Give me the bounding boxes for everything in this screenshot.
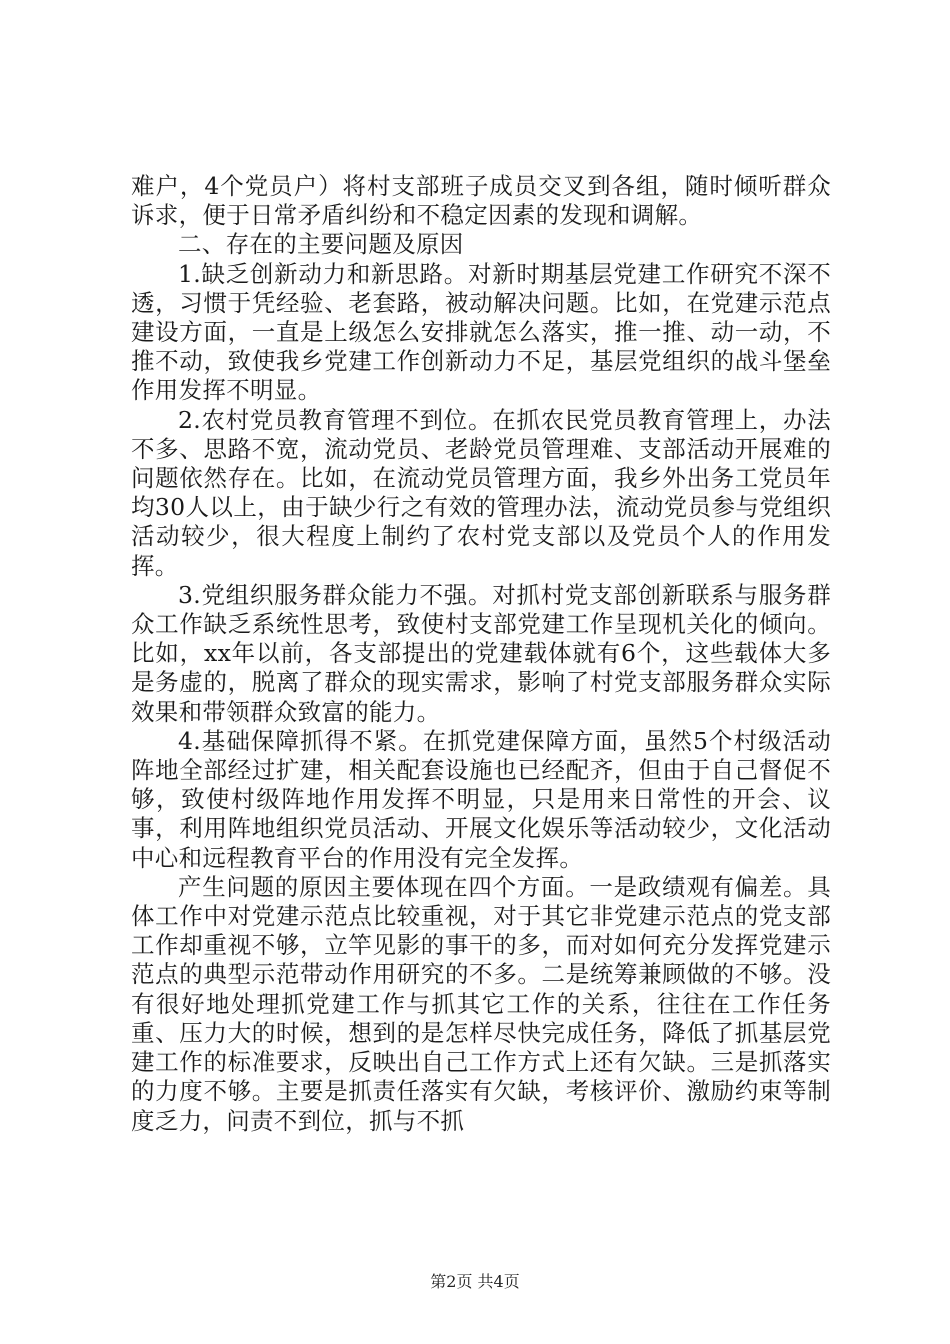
paragraph-issue-1: 1.缺乏创新动力和新思路。对新时期基层党建工作研究不深不透，习惯于凭经验、老套路，被动解决问题。比如，在党建示范点建设方面，一直是上级怎么安排就怎么落实，推一推、动一动，不推不动，致使我乡党建工作创新动力不足，基层党组织的战斗堡垒作用发挥不明显。: [131, 259, 831, 405]
page-footer: 第2页 共4页: [430, 1272, 520, 1291]
paragraph-continuation: 难户，4个党员户）将村支部班子成员交叉到各组，随时倾听群众诉求，便于日常矛盾纠纷和不稳定因素的发现和调解。: [131, 172, 831, 230]
section-heading: 二、存在的主要问题及原因: [178, 230, 464, 259]
document-body: [131, 172, 831, 1136]
paragraph-issue-3: 3.党组织服务群众能力不强。对抓村党支部创新联系与服务群众工作缺乏系统性思考，致使村支部党建工作呈现机关化的倾向。比如，xx年以前，各支部提出的党建载体就有6个，这些载体大多是务虚的，脱离了群众的现实需求，影响了村党支部服务群众实际效果和带领群众致富的能力。: [131, 580, 831, 726]
paragraph-causes: 产生问题的原因主要体现在四个方面。一是政绩观有偏差。具体工作中对党建示范点比较重视，对于其它非党建示范点的党支部工作却重视不够，立竿见影的事干的多，而对如何充分发挥党建示范点的典型示范带动作用研究的不多。二是统筹兼顾做的不够。没有很好地处理抓党建工作与抓其它工作的关系，往往在工作任务重、压力大的时候，想到的是怎样尽快完成任务，降低了抓基层党建工作的标准要求，反映出自己工作方式上还有欠缺。三是抓落实的力度不够。主要是抓责任落实有欠缺，考核评价、激励约束等制度乏力，问责不到位，抓与不抓: [131, 872, 831, 1135]
paragraph-issue-4: 4.基础保障抓得不紧。在抓党建保障方面，虽然5个村级活动阵地全部经过扩建，相关配套设施也已经配齐，但由于自己督促不够，致使村级阵地作用发挥不明显，只是用来日常性的开会、议事，利用阵地组织党员活动、开展文化娱乐等活动较少，文化活动中心和远程教育平台的作用没有完全发挥。: [131, 726, 831, 872]
paragraph-issue-2: 2.农村党员教育管理不到位。在抓农民党员教育管理上，办法不多、思路不宽，流动党员、老龄党员管理难、支部活动开展难的问题依然存在。比如，在流动党员管理方面，我乡外出务工党员年均30人以上，由于缺少行之有效的管理办法，流动党员参与党组织活动较少，很大程度上制约了农村党支部以及党员个人的作用发挥。: [131, 405, 831, 580]
